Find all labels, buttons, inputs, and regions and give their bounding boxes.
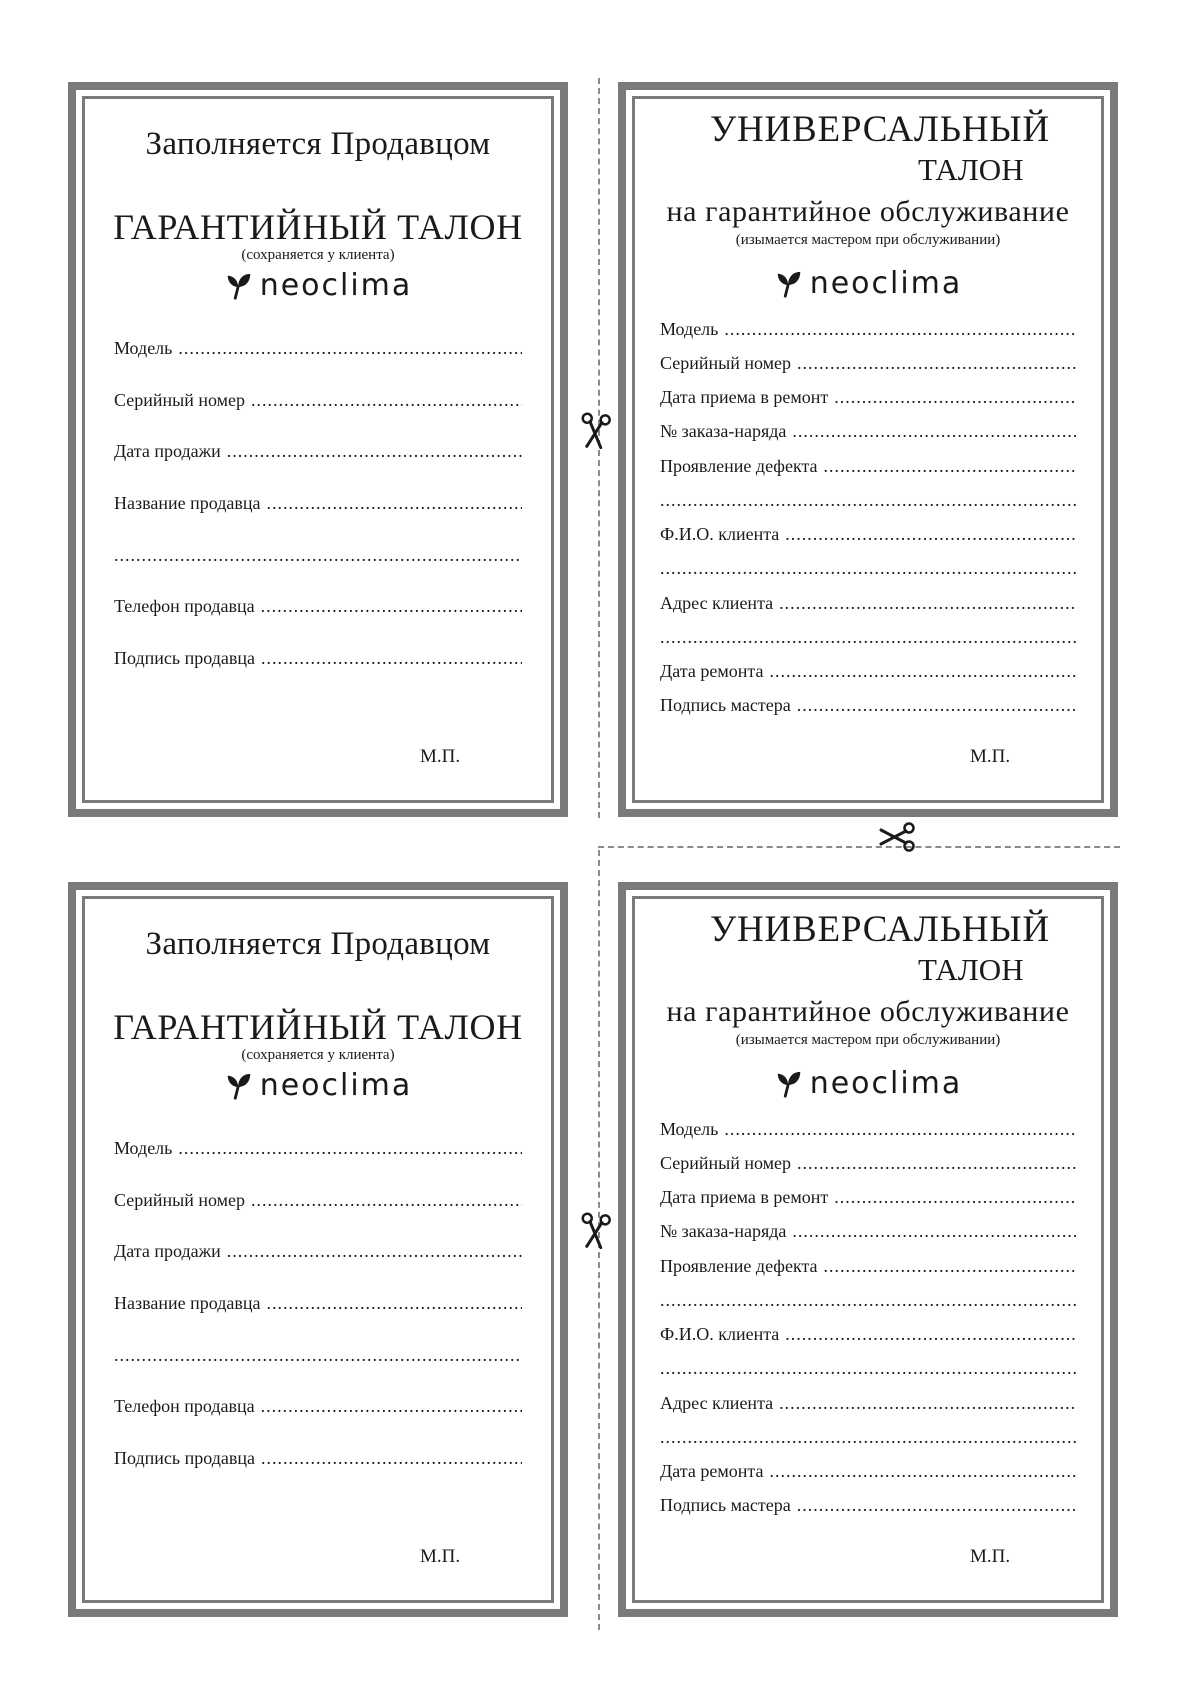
field-repair-intake-date: Дата приема в ремонт ..... xyxy=(660,1187,1076,1208)
card-subtitle: (изымается мастером при обслуживании) xyxy=(735,232,1001,248)
field-model: Модель ..... xyxy=(114,1138,522,1159)
card-header: Заполняется Продавцом xyxy=(145,926,491,962)
field-client-address-continued xyxy=(660,1427,1076,1448)
field-repair-date: Дата ремонта ..... xyxy=(660,1461,1076,1482)
field-serial-number: Серийный номер ..... xyxy=(114,390,522,411)
stamp-place: М.П. xyxy=(970,746,1011,767)
field-client-name-continued xyxy=(660,1358,1076,1379)
field-serial-number: Серийный номер ..... xyxy=(660,1153,1076,1174)
card-title-line3: на гарантийное обслуживание xyxy=(666,195,1070,228)
field-model: Модель ..... xyxy=(660,319,1076,340)
field-seller-name-continued xyxy=(114,545,522,566)
brand-logo xyxy=(76,1068,560,1103)
seller-warranty-card xyxy=(68,82,568,817)
field-client-name: Ф.И.О. клиента ..... xyxy=(660,1324,1076,1345)
field-order-number: № заказа-наряда ..... xyxy=(660,421,1076,442)
field-client-address-continued xyxy=(660,627,1076,648)
logo-text: neoclima xyxy=(259,1068,413,1103)
field-defect-continued xyxy=(660,490,1076,511)
card-title: ГАРАНТИЙНЫЙ ТАЛОН xyxy=(113,1007,523,1047)
field-client-address: Адрес клиента ..... xyxy=(660,593,1076,614)
logo-text: neoclima xyxy=(809,1066,963,1101)
field-master-signature: Подпись мастера ..... xyxy=(660,695,1076,716)
scissors-icon xyxy=(875,822,915,852)
card-title-line3: на гарантийное обслуживание xyxy=(666,995,1070,1028)
field-client-name: Ф.И.О. клиента ..... xyxy=(660,524,1076,545)
field-seller-signature: Подпись продавца ..... xyxy=(114,648,522,669)
logo-text: neoclima xyxy=(259,268,413,303)
brand-logo xyxy=(626,1066,1110,1101)
field-seller-phone: Телефон продавца ..... xyxy=(114,596,522,617)
card-title-line1: УНИВЕРСАЛЬНЫЙ xyxy=(710,909,1050,950)
stamp-place: М.П. xyxy=(420,746,461,767)
field-client-name-continued xyxy=(660,558,1076,579)
cut-line-horizontal xyxy=(598,846,1120,848)
card-subtitle: (сохраняется у клиента) xyxy=(241,247,395,263)
service-coupon-card xyxy=(618,82,1118,817)
stamp-place: М.П. xyxy=(970,1546,1011,1567)
leaf-logo-icon xyxy=(224,271,254,301)
leaf-logo-icon xyxy=(774,1069,804,1099)
field-order-number: № заказа-наряда ..... xyxy=(660,1221,1076,1242)
leaf-logo-icon xyxy=(774,269,804,299)
scissors-icon xyxy=(578,1212,611,1254)
field-defect-continued xyxy=(660,1290,1076,1311)
field-model: Модель ..... xyxy=(114,338,522,359)
field-seller-name: Название продавца ..... xyxy=(114,493,522,514)
seller-warranty-card xyxy=(68,882,568,1617)
field-repair-date: Дата ремонта ..... xyxy=(660,661,1076,682)
field-defect: Проявление дефекта ..... xyxy=(660,1256,1076,1277)
service-coupon-card xyxy=(618,882,1118,1617)
field-serial-number: Серийный номер ..... xyxy=(660,353,1076,374)
field-serial-number: Серийный номер ..... xyxy=(114,1190,522,1211)
leaf-logo-icon xyxy=(224,1071,254,1101)
card-title-line2: ТАЛОН xyxy=(918,952,1024,987)
scissors-icon xyxy=(578,412,611,454)
field-master-signature: Подпись мастера ..... xyxy=(660,1495,1076,1516)
field-seller-name-continued xyxy=(114,1345,522,1366)
field-defect: Проявление дефекта ..... xyxy=(660,456,1076,477)
brand-logo xyxy=(626,266,1110,301)
field-seller-name: Название продавца ..... xyxy=(114,1293,522,1314)
field-sale-date: Дата продажи ..... xyxy=(114,441,522,462)
card-header: Заполняется Продавцом xyxy=(145,126,491,162)
card-title: ГАРАНТИЙНЫЙ ТАЛОН xyxy=(113,207,523,247)
card-title-line2: ТАЛОН xyxy=(918,152,1024,187)
field-client-address: Адрес клиента ..... xyxy=(660,1393,1076,1414)
field-repair-intake-date: Дата приема в ремонт ..... xyxy=(660,387,1076,408)
card-subtitle: (сохраняется у клиента) xyxy=(241,1047,395,1063)
card-subtitle: (изымается мастером при обслуживании) xyxy=(735,1032,1001,1048)
field-seller-signature: Подпись продавца ..... xyxy=(114,1448,522,1469)
logo-text: neoclima xyxy=(809,266,963,301)
field-seller-phone: Телефон продавца ..... xyxy=(114,1396,522,1417)
brand-logo xyxy=(76,268,560,303)
card-title-line1: УНИВЕРСАЛЬНЫЙ xyxy=(710,109,1050,150)
field-sale-date: Дата продажи ..... xyxy=(114,1241,522,1262)
stamp-place: М.П. xyxy=(420,1546,461,1567)
field-model: Модель ..... xyxy=(660,1119,1076,1140)
